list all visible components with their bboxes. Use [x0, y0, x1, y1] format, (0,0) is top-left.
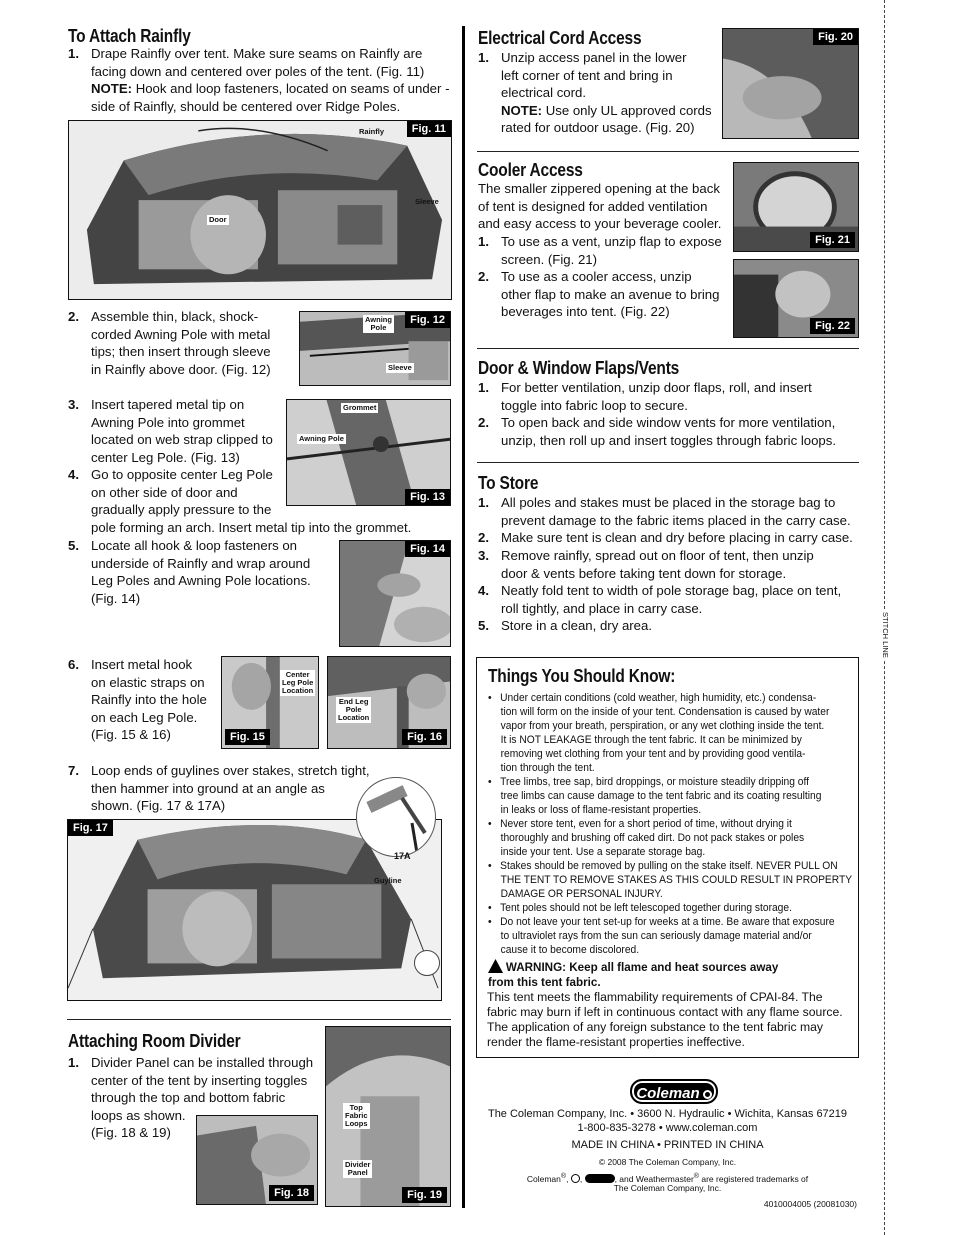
bullet-stakes: • Stakes should be removed by pulling on the stake itself. NEVER PULL ON THE TENT TO REMOVE STAKES AS THIS COULD RESULT IN PROPERTY DAMAGE OR PERSONAL INJURY. [488, 860, 853, 900]
warning-triangle-icon [488, 959, 503, 973]
figure-17a-stake-hammer [356, 777, 436, 857]
callout-grommet: Grommet [343, 403, 377, 412]
fig-label: Fig. 14 [405, 541, 450, 557]
step-number: 1. [478, 380, 489, 395]
footer-copyright: © 2008 The Coleman Company, Inc. [598, 1157, 737, 1167]
fig-label: Fig. 21 [810, 232, 855, 248]
fig-label: Fig. 22 [810, 318, 855, 334]
electrical-heading: Electrical Cord Access [478, 28, 642, 48]
attach-rainfly-heading: To Attach Rainfly [68, 26, 191, 46]
lantern-icon [703, 1090, 712, 1099]
rainfly-step-1: Drape Rainfly over tent. Make sure seams on Rainfly are facing down and centered over poles of the tent. (Fig. 11) NOTE: Hook and loop fasteners, located on seams of under - side of Rainfly, should be centered over Ridge Poles. [91, 46, 450, 114]
door-window-heading: Door & Window Flaps/Vents [478, 358, 680, 378]
cooler-intro: The smaller zippered opening at the back of tent is designed for added ventilation and easy access to your beverage cooler. [478, 181, 722, 231]
step-number: 1. [68, 1055, 79, 1070]
bullet-condensation: • Under certain conditions (cold weather, high humidity, etc.) condensa- tion will form on the inside of your tent. Condensation is caused by water vapor from your breath, perspiration, or any wet clothing inside the tent. It is NOT LEAKAGE through the tent fabric. It can be minimized by removing wet clothing from your tent and by providing good ventila- tion through the tent. [488, 692, 830, 774]
figure-14-fastener [339, 540, 451, 647]
fig-label: Fig. 15 [225, 729, 270, 745]
callout-end-leg-pole: End Leg Pole Location [338, 697, 370, 722]
stitch-line-label: STITCH LINE [877, 610, 895, 660]
bullet-uv-exposure: • Do not leave your tent set-up for weeks at a time. Be aware that exposure to ultraviolet rays from the sun can seriously damage material and/or cause it to become discolored. [488, 916, 835, 956]
step-number: 2. [478, 530, 489, 545]
step-number: 3. [478, 548, 489, 563]
step-number: 1. [478, 234, 489, 249]
rainfly-step-2: Assemble thin, black, shock- corded Awning Pole with metal tips; then insert through sleeve in Rainfly above door. (Fig. 12) [91, 309, 271, 377]
rainfly-step-5: Locate all hook & loop fasteners on underside of Rainfly and wrap around Leg Poles and Awning Pole locations. (Fig. 14) [91, 538, 311, 606]
callout-guyline: Guyline [374, 876, 402, 885]
store-step-4: Neatly fold tent to width of pole storage bag, place on tent, roll tightly, and place in carry case. [501, 583, 842, 616]
step-number: 1. [478, 495, 489, 510]
figure-22-cooler-access [733, 259, 859, 338]
callout-sleeve: Sleeve [415, 197, 439, 206]
fig-label: Fig. 16 [402, 729, 447, 745]
section-divider [477, 151, 859, 152]
door-window-step-2: To open back and side window vents for more ventilation, unzip, then roll up and insert toggles through fabric loops. [501, 415, 837, 448]
footer-trademarks-2: The Coleman Company, Inc. [613, 1183, 722, 1193]
step-number: 1. [68, 46, 79, 61]
callout-awning-pole: Awning Pole [365, 315, 392, 332]
cpai-statement: This tent meets the flammability requirements of CPAI-84. The fabric may burn if left in continuous contact with any flame source. The application of any foreign substance to the tent fabric may render the flame-resistant properties ineffective. [487, 990, 843, 1049]
fig-label: Fig. 11 [407, 121, 451, 137]
rainfly-step-4: Go to opposite center Leg Pole on other side of door and gradually apply pressure to the pole forming an arch. Insert metal tip into the grommet. [91, 467, 412, 535]
store-step-3: Remove rainfly, spread out on floor of tent, then unzip door & vents before taking tent down for storage. [501, 548, 814, 581]
coleman-logo: Coleman [630, 1079, 718, 1104]
rainfly-step-7: Loop ends of guylines over stakes, stretch tight, then hammer into ground at an angle as shown. (Fig. 17 & 17A) [91, 763, 370, 813]
things-heading: Things You Should Know: [488, 666, 676, 686]
bullet-tree-limbs: • Tree limbs, tree sap, bird droppings, or moisture steadily dripping off tree limbs can cause damage to the tent fabric and its coating resulting in leaks or loss of flame-resistant properties. [488, 776, 822, 816]
column-divider [462, 26, 465, 1208]
footer-made-in: MADE IN CHINA • PRINTED IN CHINA [571, 1139, 764, 1151]
callout-center-leg-pole: Center Leg Pole Location [282, 670, 314, 695]
section-divider [477, 348, 859, 349]
cooler-step-1: To use as a vent, unzip flap to expose screen. (Fig. 21) [501, 234, 722, 267]
fig-label: Fig. 13 [405, 489, 450, 505]
to-store-heading: To Store [478, 473, 539, 493]
figure-21-vent-screen [733, 162, 859, 252]
step-number: 2. [68, 309, 79, 324]
cooler-heading: Cooler Access [478, 160, 583, 180]
warning-block: WARNING: Keep all flame and heat sources away from this tent fabric. [488, 960, 779, 989]
bullet-tent-poles: • Tent poles should not be left telescoped together during storage. [488, 902, 792, 914]
rainfly-step-6: Insert metal hook on elastic straps on Rainfly into the hole on each Leg Pole. (Fig. 15 & 16) [91, 657, 207, 742]
fig-label: Fig. 19 [402, 1187, 447, 1203]
part-number: 4010004005 (20081030) [763, 1199, 857, 1209]
figure-11-tent-rainfly [68, 120, 452, 300]
cooler-step-2: To use as a cooler access, unzip other flap to make an avenue to bring beverages into tent. (Fig. 22) [501, 269, 720, 319]
section-divider [477, 462, 859, 463]
fig-label: Fig. 17 [68, 820, 113, 836]
door-window-step-1: For better ventilation, unzip door flaps, roll, and insert toggle into fabric loop to secure. [501, 380, 812, 413]
step-number: 6. [68, 657, 79, 672]
fig-label: Fig. 18 [269, 1185, 314, 1201]
rainfly-step-3: Insert tapered metal tip on Awning Pole into grommet located on web strap clipped to center Leg Pole. (Fig. 13) [91, 397, 273, 465]
step-number: 2. [478, 415, 489, 430]
figure-19-divider-panel [325, 1026, 451, 1207]
step-number: 2. [478, 269, 489, 284]
footer-trademarks: Coleman®, , , and Weathermaster® are registered trademarks of [526, 1172, 809, 1184]
callout-17a: 17A [394, 851, 411, 861]
footer-address: The Coleman Company, Inc. • 3600 N. Hydraulic • Wichita, Kansas 67219 [487, 1108, 848, 1120]
store-step-2: Make sure tent is clean and dry before placing in carry case. [501, 530, 853, 545]
section-divider [67, 1019, 451, 1020]
store-step-1: All poles and stakes must be placed in the storage bag to prevent damage to the fabric items placed in the carry case. [501, 495, 851, 528]
figure-18-divider-toggle [196, 1115, 318, 1205]
step-number: 5. [68, 538, 79, 553]
step-number: 4. [68, 467, 79, 482]
step-number: 7. [68, 763, 79, 778]
bullet-never-store: • Never store tent, even for a short period of time, without drying it thoroughly and brushing off caked dirt. Do not pack stakes or poles inside your tent. Use a separate storage bag. [488, 818, 805, 858]
electrical-step-1: Unzip access panel in the lower left corner of tent and bring in electrical cord. NOTE: Use only UL approved cords rated for outdoor usage. (Fig. 20) [501, 50, 712, 135]
figure-20-electrical-cord [722, 28, 859, 139]
figure-15-center-leg-pole [221, 656, 319, 749]
fig-label: Fig. 12 [405, 312, 450, 328]
step-number: 5. [478, 618, 489, 633]
step-number: 4. [478, 583, 489, 598]
tent-illustration [69, 121, 451, 299]
callout-top-fabric-loops: Top Fabric Loops [345, 1103, 368, 1128]
store-step-5: Store in a clean, dry area. [501, 618, 653, 633]
figure-16-end-leg-pole [327, 656, 451, 749]
step-number: 1. [478, 50, 489, 65]
callout-door: Door [209, 215, 227, 224]
step-number: 3. [68, 397, 79, 412]
room-divider-heading: Attaching Room Divider [68, 1031, 241, 1051]
callout-sleeve: Sleeve [388, 363, 412, 372]
callout-rainfly: Rainfly [359, 127, 385, 136]
room-divider-step-1: Divider Panel can be installed through center of the tent by inserting toggles through the top and bottom fabric loops as shown. (Fig. 18 & 19) [91, 1055, 314, 1140]
callout-awning-pole: Awning Pole [299, 434, 344, 443]
figure-17a-stake-circle [414, 950, 440, 976]
figure-12-awning-pole [299, 311, 451, 386]
fig-label: Fig. 20 [813, 29, 858, 45]
footer-contact: 1-800-835-3278 • www.coleman.com [577, 1122, 758, 1134]
callout-divider-panel: Divider Panel [345, 1160, 371, 1177]
